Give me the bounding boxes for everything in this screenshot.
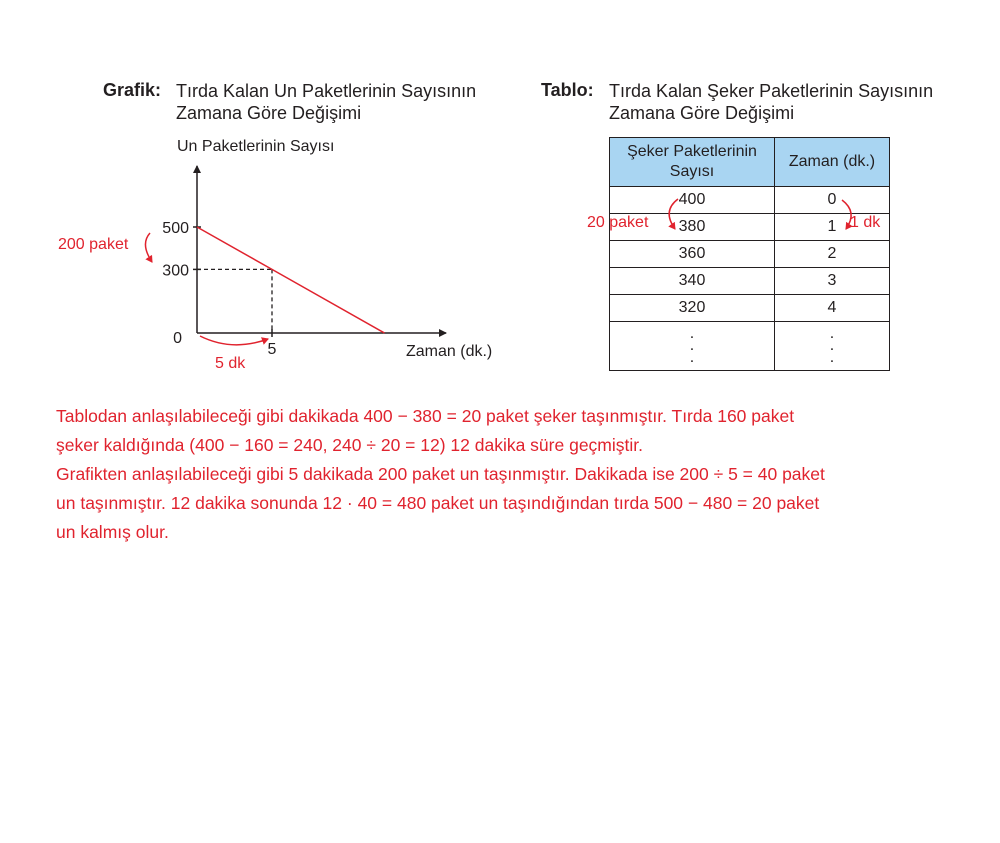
y-tick-label: 0 bbox=[173, 330, 182, 347]
table-row-continuation bbox=[610, 322, 890, 371]
table-header-row bbox=[610, 138, 890, 187]
table-annotation-right: 1 dk bbox=[850, 214, 881, 231]
header-time: Zaman (dk.) bbox=[775, 138, 890, 187]
series-line bbox=[197, 227, 385, 333]
y-axis-label: Un Paketlerinin Sayısı bbox=[177, 138, 335, 155]
y-tick-label: 500 bbox=[162, 220, 189, 237]
x-tick-label: 5 bbox=[267, 341, 277, 358]
line-chart bbox=[0, 130, 540, 380]
graph-caption-line1: Tırda Kalan Un Paketlerinin Sayısının bbox=[176, 81, 477, 101]
explanation-line: un taşınmıştır. 12 dakika sonunda 12 · 40 = 480 paket un taşındığından tırda 500 − 480 = 20 paket bbox=[56, 493, 820, 513]
annotation-y-arrow bbox=[145, 233, 152, 262]
explanation bbox=[56, 402, 986, 547]
header-count-line2: Sayısı bbox=[669, 163, 715, 180]
data-table bbox=[609, 137, 890, 371]
x-axis-label: Zaman (dk.) bbox=[406, 343, 493, 360]
annotation-x-arrow bbox=[200, 336, 268, 345]
explanation-line: un kalmış olur. bbox=[56, 522, 169, 542]
cell-count: 340 bbox=[610, 268, 775, 295]
table-caption-label: Tablo: bbox=[541, 80, 594, 100]
annotation-y-label: 200 paket bbox=[58, 236, 129, 253]
cell-time: 0 bbox=[775, 187, 890, 214]
header-count bbox=[610, 138, 775, 187]
header-count-line1: Şeker Paketlerinin bbox=[627, 143, 757, 160]
cell-time: 2 bbox=[775, 241, 890, 268]
annotation-x-label: 5 dk bbox=[215, 355, 246, 372]
table-annotation-left: 20 paket bbox=[587, 214, 649, 231]
cell-time: 4 bbox=[775, 295, 890, 322]
cell-ellipsis: . . . bbox=[610, 322, 775, 371]
explanation-line: Grafikten anlaşılabileceği gibi 5 dakikada 200 paket un taşınmıştır. Dakikada ise 200 ÷ 5 = 40 paket bbox=[56, 464, 825, 484]
table-caption-line1: Tırda Kalan Şeker Paketlerinin Sayısının bbox=[609, 81, 934, 101]
cell-count: 320 bbox=[610, 295, 775, 322]
table-row bbox=[610, 268, 890, 295]
graph-caption-line2: Zamana Göre Değişimi bbox=[176, 103, 362, 123]
cell-count: 360 bbox=[610, 241, 775, 268]
cell-time: 3 bbox=[775, 268, 890, 295]
table-row bbox=[610, 295, 890, 322]
annotation-left-arrow bbox=[669, 199, 678, 229]
table-caption-line2: Zamana Göre Değişimi bbox=[609, 103, 795, 123]
cell-count: 400 bbox=[610, 187, 775, 214]
cell-ellipsis: . . . bbox=[775, 322, 890, 371]
cell-count: 380 bbox=[610, 214, 775, 241]
explanation-line: şeker kaldığında (400 − 160 = 240, 240 ÷ 20 = 12) 12 dakika süre geçmiştir. bbox=[56, 435, 643, 455]
y-tick-label: 300 bbox=[162, 262, 189, 280]
graph-caption-label: Grafik: bbox=[103, 80, 162, 100]
explanation-line: Tablodan anlaşılabileceği gibi dakikada 400 − 380 = 20 paket şeker taşınmıştır. Tırda 160 paket bbox=[56, 406, 795, 426]
cell-time: 1 bbox=[775, 214, 890, 241]
